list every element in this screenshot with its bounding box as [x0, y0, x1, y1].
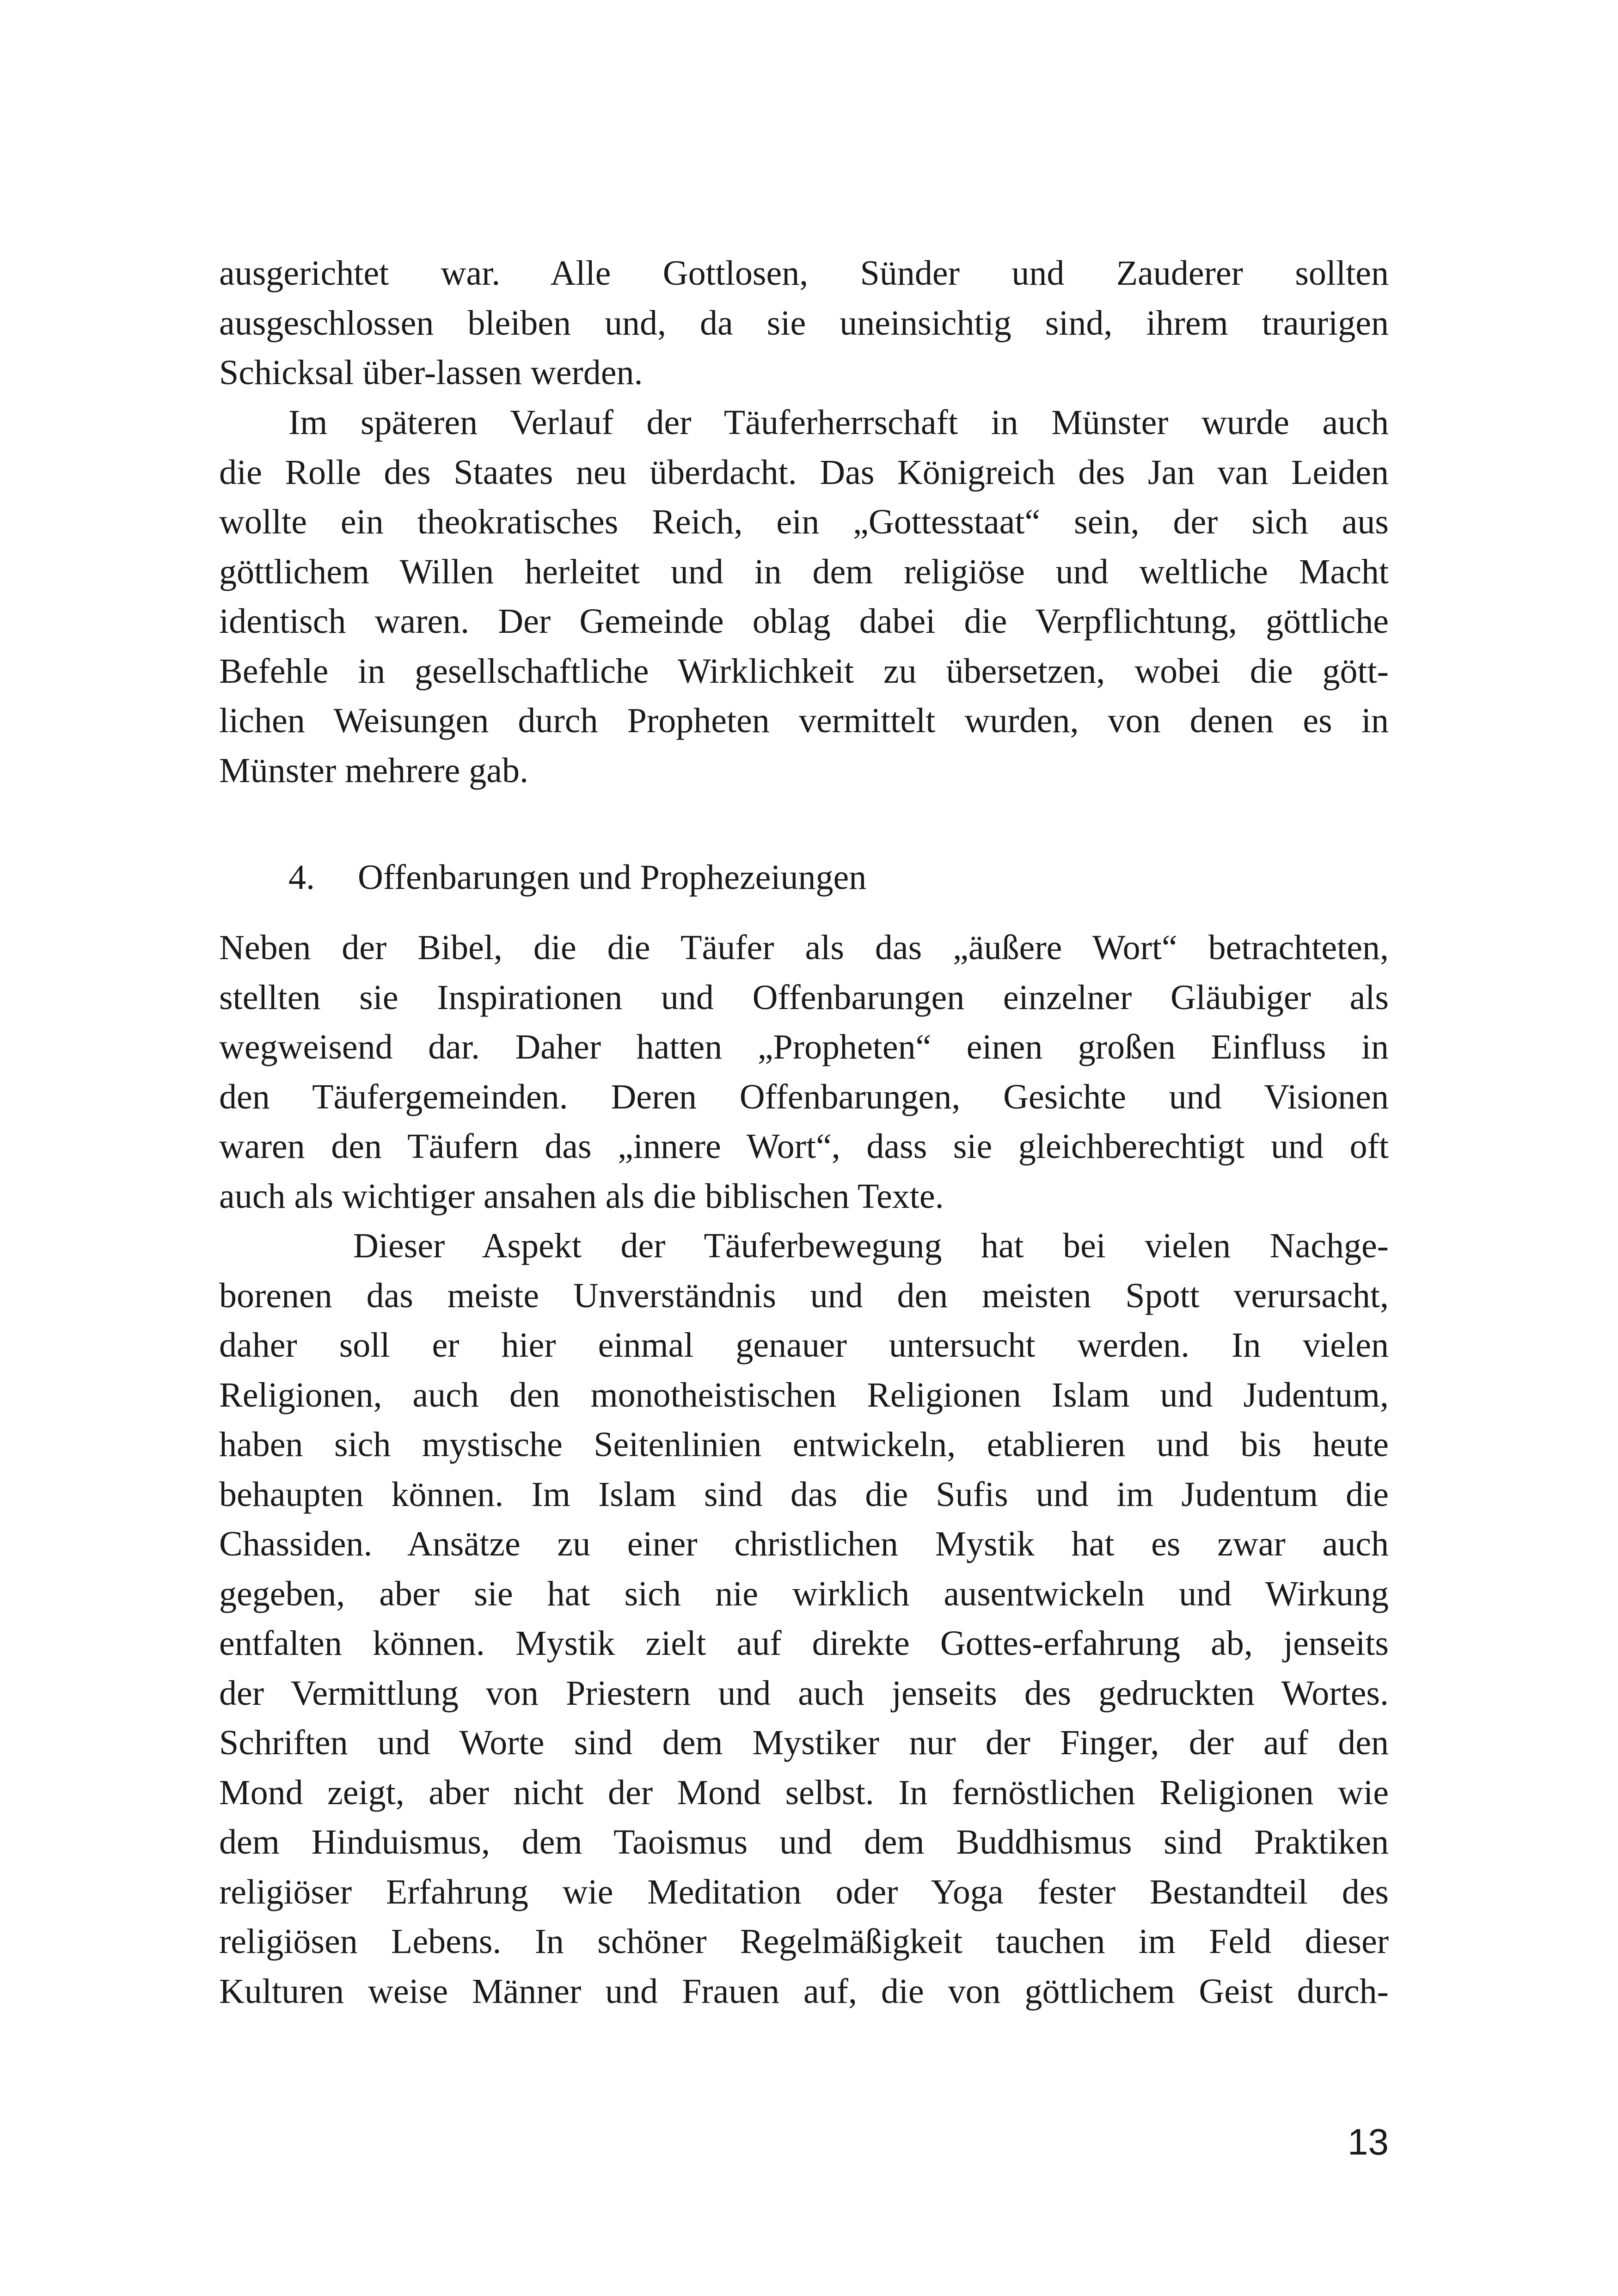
- section-title: Offenbarungen und Prophezeiungen: [358, 858, 867, 897]
- text-line: Religionen, auch den monotheistischen Religionen Islam und Judentum,: [219, 1375, 1389, 1414]
- section-heading: [288, 853, 866, 903]
- paragraph-revelations: [219, 923, 1389, 1221]
- text-line: Münster mehrere gab.: [219, 751, 528, 790]
- text-line: ausgerichtet war. Alle Gottlosen, Sünder und Zauderer sollten: [219, 254, 1389, 293]
- page-number: 13: [1348, 2121, 1389, 2162]
- text-line: Befehle in gesellschaftliche Wirklichkeit zu übersetzen, wobei die gött-: [219, 651, 1389, 691]
- text-line: daher soll er hier einmal genauer untersucht werden. In vielen: [219, 1326, 1389, 1365]
- text-line: ausgeschlossen bleiben und, da sie uneinsichtig sind, ihrem traurigen: [219, 303, 1389, 343]
- text-line: Schicksal über-lassen werden.: [219, 353, 643, 392]
- text-line: Schriften und Worte sind dem Mystiker nur der Finger, der auf den: [219, 1723, 1389, 1762]
- text-line: Kulturen weise Männer und Frauen auf, die von göttlichem Geist durch-: [219, 1971, 1389, 2011]
- text-line: göttlichem Willen herleitet und in dem religiöse und weltliche Macht: [219, 552, 1389, 591]
- paragraph-continuation: [219, 249, 1389, 398]
- text-line: entfalten können. Mystik zielt auf direkte Gottes-erfahrung ab, jenseits: [219, 1624, 1389, 1663]
- text-line: borenen das meiste Unverständnis und den meisten Spott verursacht,: [219, 1276, 1389, 1315]
- text-line: der Vermittlung von Priestern und auch jenseits des gedruckten Wortes.: [219, 1673, 1389, 1713]
- text-line: stellten sie Inspirationen und Offenbarungen einzelner Gläubiger als: [219, 978, 1389, 1017]
- text-line: die Rolle des Staates neu überdacht. Das Königreich des Jan van Leiden: [219, 453, 1389, 492]
- text-line: Chassiden. Ansätze zu einer christlichen Mystik hat es zwar auch: [219, 1525, 1389, 1563]
- section-number: 4.: [288, 858, 315, 897]
- text-line: identisch waren. Der Gemeinde oblag dabei die Verpflichtung, göttliche: [219, 602, 1389, 641]
- text-line: gegeben, aber sie hat sich nie wirklich ausentwickeln und Wirkung: [219, 1574, 1389, 1613]
- text-line: religiösen Lebens. In schöner Regelmäßigkeit tauchen im Feld dieser: [219, 1922, 1389, 1961]
- text-line: den Täufergemeinden. Deren Offenbarungen, Gesichte und Visionen: [219, 1077, 1389, 1116]
- text-line: auch als wichtiger ansahen als die biblischen Texte.: [219, 1176, 944, 1216]
- text-line: Dieser Aspekt der Täuferbewegung hat bei vielen Nachge-: [353, 1226, 1389, 1265]
- text-line: Mond zeigt, aber nicht der Mond selbst. In fernöstlichen Religionen wie: [219, 1773, 1389, 1812]
- text-line: wegweisend dar. Daher hatten „Propheten“ einen großen Einfluss in: [219, 1028, 1389, 1066]
- paragraph-mysticism: [219, 1221, 1389, 2016]
- text-line: behaupten können. Im Islam sind das die Sufis und im Judentum die: [219, 1475, 1389, 1514]
- text-line: dem Hinduismus, dem Taoismus und dem Buddhismus sind Praktiken: [219, 1823, 1389, 1861]
- text-line: Im späteren Verlauf der Täuferherrschaft in Münster wurde auch: [288, 403, 1389, 442]
- text-line: lichen Weisungen durch Propheten vermittelt wurden, von denen es in: [219, 701, 1389, 740]
- text-line: haben sich mystische Seitenlinien entwickeln, etablieren und bis heute: [219, 1425, 1389, 1464]
- text-line: religiöser Erfahrung wie Meditation oder Yoga fester Bestandteil des: [219, 1872, 1389, 1911]
- text-line: Neben der Bibel, die die Täufer als das „äußere Wort“ betrachteten,: [219, 928, 1389, 967]
- text-line: wollte ein theokratisches Reich, ein „Gottesstaat“ sein, der sich aus: [219, 502, 1389, 541]
- text-line: waren den Täufern das „innere Wort“, dass sie gleichberechtigt und oft: [219, 1127, 1389, 1166]
- paragraph-state-role: [219, 398, 1389, 796]
